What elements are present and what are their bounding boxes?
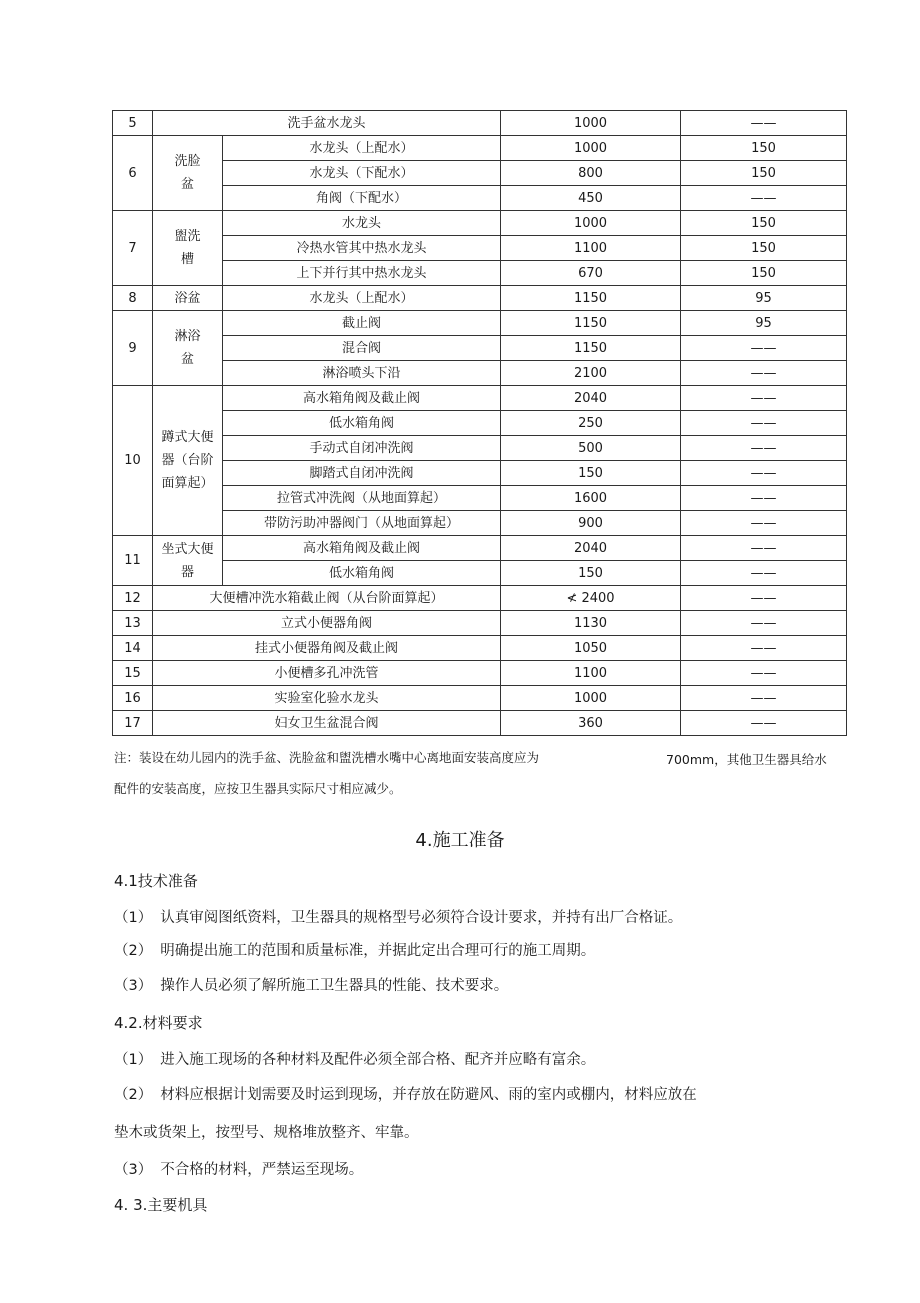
fixture-spacing: 150 (681, 136, 847, 161)
fixture-name: 拉管式冲洗阀（从地面算起） (223, 486, 501, 511)
table-row (113, 661, 847, 686)
item-number: （2） (114, 943, 153, 959)
table-row (113, 386, 847, 411)
paragraph (114, 1158, 363, 1179)
item-text: 材料应根据计划需要及时运到现场，并存放在防避风、雨的室内或棚内，材料应放在 (160, 1087, 697, 1103)
row-number: 6 (113, 136, 153, 211)
fixture-spacing: —— (681, 661, 847, 686)
install-height: 360 (501, 711, 681, 736)
paragraph-continued: 垫木或货架上，按型号、规格堆放整齐、牢靠。 (114, 1125, 419, 1141)
install-height: 1150 (501, 286, 681, 311)
install-height: 2040 (501, 386, 681, 411)
table-row (113, 511, 847, 536)
install-height: 1000 (501, 211, 681, 236)
fixture-name: 手动式自闭冲洗阀 (223, 436, 501, 461)
fixture-name: 小便槽多孔冲洗管 (153, 661, 501, 686)
subsection-heading: 4. 3.主要机具 (114, 1196, 208, 1214)
fixture-spacing: 150 (681, 261, 847, 286)
fixture-name: 水龙头（上配水） (223, 136, 501, 161)
item-number: （2） (114, 1087, 153, 1103)
install-height: 1000 (501, 136, 681, 161)
install-height: ≮ 2400 (501, 586, 681, 611)
fixture-category: 盥洗槽 (153, 211, 223, 286)
row-number: 10 (113, 386, 153, 536)
install-height: 450 (501, 186, 681, 211)
fixture-name: 大便槽冲洗水箱截止阀（从台阶面算起） (153, 586, 501, 611)
fixture-name: 脚踏式自闭冲洗阀 (223, 461, 501, 486)
table-row (113, 186, 847, 211)
table-note-value: 700mm，其他卫生器具给水 (666, 752, 827, 767)
install-height: 250 (501, 411, 681, 436)
fixture-spacing: —— (681, 711, 847, 736)
table-row (113, 486, 847, 511)
row-number: 9 (113, 311, 153, 386)
fixture-spacing: —— (681, 686, 847, 711)
paragraph (114, 1083, 697, 1104)
table-row (113, 711, 847, 736)
install-height: 800 (501, 161, 681, 186)
fixture-spacing: —— (681, 636, 847, 661)
fixture-spacing: —— (681, 586, 847, 611)
table-row (113, 411, 847, 436)
item-number: （1） (114, 910, 153, 926)
table-row (113, 611, 847, 636)
fixture-spacing: —— (681, 186, 847, 211)
table-row (113, 561, 847, 586)
row-number: 5 (113, 111, 153, 136)
install-height: 1000 (501, 686, 681, 711)
fixture-name: 混合阀 (223, 336, 501, 361)
row-number: 12 (113, 586, 153, 611)
fixture-category: 坐式大便器 (153, 536, 223, 586)
fixture-spacing: —— (681, 361, 847, 386)
fixture-spacing: 95 (681, 286, 847, 311)
table-note: 注：装设在幼儿园内的洗手盆、洗脸盆和盥洗槽水嘴中心离地面安装高度应为 (114, 750, 540, 765)
item-text: 进入施工现场的各种材料及配件必须全部合格、配齐并应略有富余。 (160, 1052, 596, 1068)
item-text: 操作人员必须了解所施工卫生器具的性能、技术要求。 (160, 978, 509, 994)
fixture-name: 挂式小便器角阀及截止阀 (153, 636, 501, 661)
fixture-name: 水龙头（下配水） (223, 161, 501, 186)
install-height: 150 (501, 461, 681, 486)
subsection-heading: 4.2.材料要求 (114, 1014, 203, 1032)
paragraph (114, 1048, 595, 1069)
fixture-spacing: —— (681, 561, 847, 586)
item-text: 不合格的材料，严禁运至现场。 (160, 1162, 364, 1178)
table-row (113, 536, 847, 561)
install-height: 1130 (501, 611, 681, 636)
paragraph (114, 906, 682, 927)
table-row (113, 261, 847, 286)
item-number: （3） (114, 978, 153, 994)
fixture-name: 高水箱角阀及截止阀 (223, 536, 501, 561)
row-number: 11 (113, 536, 153, 586)
fixture-name: 截止阀 (223, 311, 501, 336)
fixture-category: 淋浴盆 (153, 311, 223, 386)
fixture-name: 带防污助冲器阀门（从地面算起） (223, 511, 501, 536)
fixture-spacing: —— (681, 336, 847, 361)
item-text: 明确提出施工的范围和质量标准，并据此定出合理可行的施工周期。 (160, 943, 596, 959)
fixture-name: 水龙头（上配水） (223, 286, 501, 311)
section-title: 4.施工准备 (415, 830, 505, 851)
fixture-name: 洗手盆水龙头 (153, 111, 501, 136)
table-row (113, 436, 847, 461)
install-height: 2040 (501, 536, 681, 561)
row-number: 14 (113, 636, 153, 661)
fixture-name: 低水箱角阀 (223, 561, 501, 586)
install-height: 670 (501, 261, 681, 286)
table-row (113, 336, 847, 361)
fixture-category: 浴盆 (153, 286, 223, 311)
install-height: 1150 (501, 311, 681, 336)
item-text: 认真审阅图纸资料，卫生器具的规格型号必须符合设计要求，并持有出厂合格证。 (160, 910, 683, 926)
table-row (113, 461, 847, 486)
install-height: 500 (501, 436, 681, 461)
fixture-name: 淋浴喷头下沿 (223, 361, 501, 386)
table-note-continued: 配件的安装高度，应按卫生器具实际尺寸相应减少。 (114, 781, 402, 796)
fixture-spacing: —— (681, 386, 847, 411)
fixture-spacing: —— (681, 536, 847, 561)
table-row (113, 311, 847, 336)
paragraph (114, 974, 508, 995)
fixture-spacing: —— (681, 611, 847, 636)
table-row (113, 211, 847, 236)
fixture-spacing: —— (681, 411, 847, 436)
fixture-spacing: —— (681, 436, 847, 461)
fixture-name: 冷热水管其中热水龙头 (223, 236, 501, 261)
fixture-name: 立式小便器角阀 (153, 611, 501, 636)
subsection-heading: 4.1技术准备 (114, 872, 198, 890)
install-height: 1100 (501, 661, 681, 686)
install-height: 1100 (501, 236, 681, 261)
install-height: 2100 (501, 361, 681, 386)
table-row (113, 586, 847, 611)
install-height: 1050 (501, 636, 681, 661)
installation-height-table (112, 110, 847, 736)
fixture-spacing: —— (681, 111, 847, 136)
table-row (113, 361, 847, 386)
table-row (113, 161, 847, 186)
fixture-category: 洗脸盆 (153, 136, 223, 211)
fixture-name: 上下并行其中热水龙头 (223, 261, 501, 286)
fixture-spacing: —— (681, 461, 847, 486)
install-height: 1150 (501, 336, 681, 361)
table-row (113, 136, 847, 161)
fixture-name: 妇女卫生盆混合阀 (153, 711, 501, 736)
fixture-name: 实验室化验水龙头 (153, 686, 501, 711)
fixture-spacing: 150 (681, 211, 847, 236)
fixture-spacing: —— (681, 486, 847, 511)
fixture-category: 蹲式大便器（台阶面算起） (153, 386, 223, 536)
fixture-spacing: 150 (681, 236, 847, 261)
fixture-name: 角阀（下配水） (223, 186, 501, 211)
fixture-name: 高水箱角阀及截止阀 (223, 386, 501, 411)
table-row (113, 686, 847, 711)
install-height: 900 (501, 511, 681, 536)
table-row (113, 286, 847, 311)
install-height: 1600 (501, 486, 681, 511)
row-number: 16 (113, 686, 153, 711)
table-row (113, 111, 847, 136)
install-height: 1000 (501, 111, 681, 136)
table-row (113, 236, 847, 261)
row-number: 7 (113, 211, 153, 286)
row-number: 17 (113, 711, 153, 736)
fixture-spacing: —— (681, 511, 847, 536)
row-number: 8 (113, 286, 153, 311)
table-row (113, 636, 847, 661)
row-number: 15 (113, 661, 153, 686)
install-height: 150 (501, 561, 681, 586)
fixture-name: 水龙头 (223, 211, 501, 236)
item-number: （3） (114, 1162, 153, 1178)
paragraph (114, 939, 595, 960)
fixture-spacing: 150 (681, 161, 847, 186)
item-number: （1） (114, 1052, 153, 1068)
fixture-spacing: 95 (681, 311, 847, 336)
row-number: 13 (113, 611, 153, 636)
fixture-name: 低水箱角阀 (223, 411, 501, 436)
